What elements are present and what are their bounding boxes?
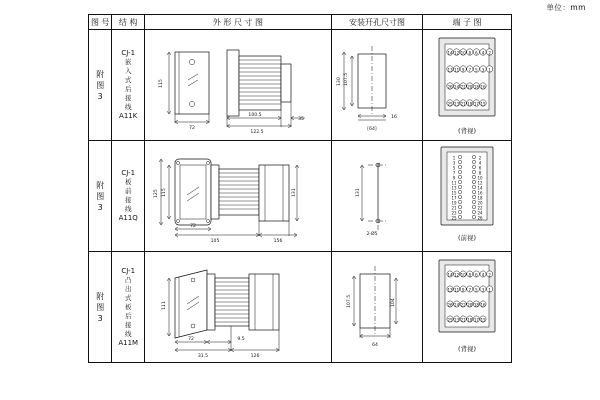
terminal-pin bbox=[458, 215, 461, 218]
svg-text:107.5: 107.5 bbox=[343, 72, 349, 86]
svg-text:2-Ø5: 2-Ø5 bbox=[366, 232, 378, 237]
cell-hole-3 bbox=[331, 252, 422, 363]
terminal-pin-label: 23 bbox=[451, 210, 457, 216]
terminal-pin bbox=[472, 165, 475, 168]
terminal-pin-label: 16 bbox=[480, 84, 486, 90]
terminal-pin-label: 9 bbox=[461, 67, 465, 73]
svg-text:35: 35 bbox=[298, 117, 304, 122]
terminal-pin-label: 3 bbox=[481, 67, 485, 73]
cell-outline-2 bbox=[144, 141, 331, 252]
terminal-pin bbox=[458, 175, 461, 178]
terminal-pin bbox=[472, 200, 475, 203]
structure-desc-char: 出 bbox=[124, 284, 132, 293]
svg-text:126: 126 bbox=[250, 354, 260, 359]
terminal-pin bbox=[472, 210, 475, 213]
svg-text:72: 72 bbox=[189, 126, 195, 131]
terminal-pin bbox=[472, 185, 475, 188]
svg-text:115: 115 bbox=[161, 188, 167, 197]
cell-drawing-no-3 bbox=[89, 252, 112, 363]
table-header-row bbox=[89, 15, 512, 30]
structure-desc-char: 凸 bbox=[124, 275, 132, 284]
terminal-caption: (背视) bbox=[457, 127, 477, 135]
cell-terminal-3 bbox=[422, 252, 511, 363]
table-row bbox=[89, 30, 512, 141]
terminal-pin-label: 21 bbox=[460, 317, 466, 323]
terminal-pin-label: 10 bbox=[460, 272, 466, 278]
unit-note: 单位：mm bbox=[546, 3, 586, 12]
structure-desc-char: 式 bbox=[124, 293, 132, 302]
terminal-pin-label: 8 bbox=[468, 50, 472, 56]
structure-desc-char: 接 bbox=[124, 94, 132, 102]
terminal-pin bbox=[458, 185, 461, 188]
terminal-pin-label: 17 bbox=[451, 195, 457, 201]
drawing-no-char: 图 bbox=[96, 191, 105, 201]
terminal-pin bbox=[458, 200, 461, 203]
terminal-pin-label: 4 bbox=[478, 160, 482, 166]
svg-text:115: 115 bbox=[158, 79, 164, 88]
terminal-drawing-1 bbox=[423, 30, 511, 126]
cell-outline-3 bbox=[144, 252, 331, 363]
terminal-pin-label: 13 bbox=[451, 185, 457, 191]
terminal-pin-label: 7 bbox=[452, 170, 456, 176]
terminal-pin-label: 5 bbox=[452, 165, 456, 171]
terminal-pin-label: 25 bbox=[451, 215, 457, 221]
terminal-drawing-3 bbox=[423, 252, 511, 344]
terminal-pin-label: 19 bbox=[467, 317, 473, 323]
header-drawing-no: 图 号 bbox=[89, 15, 112, 30]
terminal-pin-label: 26 bbox=[447, 84, 453, 90]
drawing-no-char: 3 bbox=[97, 91, 103, 101]
svg-text:105: 105 bbox=[210, 239, 220, 244]
terminal-pin-label: 24 bbox=[454, 302, 460, 308]
structure-model: A11K bbox=[119, 112, 138, 120]
terminal-pin-label: 6 bbox=[478, 165, 482, 171]
drawing-no-char: 附 bbox=[96, 291, 105, 301]
terminal-pin-label: 23 bbox=[454, 101, 460, 107]
terminal-pin-label: 1 bbox=[452, 155, 456, 161]
terminal-pin-label: 18 bbox=[477, 195, 483, 201]
svg-text:104: 104 bbox=[390, 298, 396, 307]
terminal-pin-label: 9 bbox=[461, 287, 465, 293]
terminal-pin-label: 13 bbox=[447, 287, 453, 293]
cell-terminal-2 bbox=[422, 141, 511, 252]
terminal-pin-label: 22 bbox=[460, 302, 466, 308]
terminal-pin-label: 5 bbox=[475, 287, 478, 293]
svg-text:9.5: 9.5 bbox=[237, 337, 245, 342]
cell-hole-2 bbox=[331, 141, 422, 252]
structure-model: A11Q bbox=[118, 214, 138, 222]
terminal-pin-label: 20 bbox=[467, 302, 473, 308]
cell-terminal-1 bbox=[422, 30, 511, 141]
table-row bbox=[89, 252, 512, 363]
terminal-pin-label: 7 bbox=[468, 67, 472, 73]
structure-code: CJ-1 bbox=[121, 169, 136, 177]
terminal-caption: (前视) bbox=[457, 234, 477, 242]
outline-drawing-3 bbox=[145, 252, 331, 362]
hole-drawing-3 bbox=[332, 252, 422, 362]
terminal-pin-label: 24 bbox=[454, 84, 460, 90]
terminal-pin-label: 21 bbox=[460, 101, 466, 107]
terminal-pin-label: 20 bbox=[467, 84, 473, 90]
structure-model: A11M bbox=[118, 338, 139, 347]
terminal-pin-label: 10 bbox=[477, 175, 483, 181]
terminal-pin-label: 14 bbox=[477, 185, 483, 191]
terminal-pin bbox=[472, 190, 475, 193]
svg-text:31.5: 31.5 bbox=[197, 354, 209, 359]
terminal-pin bbox=[458, 160, 461, 163]
terminal-pin-label: 4 bbox=[481, 50, 485, 56]
structure-desc-char: 前 bbox=[124, 187, 132, 195]
terminal-pin-label: 21 bbox=[451, 205, 457, 211]
terminal-pin-label: 15 bbox=[451, 190, 457, 196]
drawing-no-char: 图 bbox=[96, 302, 105, 312]
terminal-pin-label: 12 bbox=[454, 272, 460, 278]
terminal-pin-label: 20 bbox=[477, 200, 483, 206]
svg-text:107.5: 107.5 bbox=[346, 294, 352, 308]
svg-text:130: 130 bbox=[336, 77, 342, 86]
terminal-pin-label: 19 bbox=[467, 101, 473, 107]
structure-desc-char: 板 bbox=[124, 178, 132, 186]
terminal-pin bbox=[472, 175, 475, 178]
svg-text:156: 156 bbox=[273, 239, 283, 244]
terminal-pin bbox=[458, 205, 461, 208]
terminal-pin bbox=[472, 155, 475, 158]
outline-drawing-2 bbox=[145, 141, 331, 251]
outline-drawing-1 bbox=[145, 30, 331, 140]
terminal-pin-label: 22 bbox=[460, 84, 466, 90]
terminal-pin-label: 4 bbox=[481, 272, 485, 278]
terminal-pin-label: 1 bbox=[488, 287, 491, 293]
terminal-pin-label: 26 bbox=[447, 302, 453, 308]
terminal-pin-label: 17 bbox=[473, 317, 479, 323]
terminal-pin bbox=[458, 210, 461, 213]
terminal-pin-label: 14 bbox=[447, 272, 453, 278]
terminal-pin-label: 25 bbox=[447, 101, 453, 107]
structure-desc-char: 后 bbox=[124, 311, 132, 320]
svg-text:122.5: 122.5 bbox=[250, 130, 264, 135]
cell-drawing-no-1 bbox=[89, 30, 112, 141]
terminal-pin-label: 10 bbox=[460, 50, 466, 56]
terminal-caption: (背视) bbox=[457, 345, 477, 353]
terminal-pin-label: 5 bbox=[475, 67, 478, 73]
svg-text:111: 111 bbox=[161, 301, 167, 310]
terminal-pin bbox=[458, 170, 461, 173]
hole-drawing-1 bbox=[332, 30, 422, 140]
terminal-pin-label: 11 bbox=[454, 287, 460, 293]
terminal-pin-label: 18 bbox=[473, 302, 479, 308]
specification-table bbox=[88, 14, 512, 363]
cell-structure-1 bbox=[112, 30, 145, 141]
svg-text:16: 16 bbox=[391, 115, 397, 120]
drawing-no-char: 附 bbox=[96, 69, 105, 79]
terminal-pin bbox=[472, 215, 475, 218]
drawing-no-char: 3 bbox=[97, 202, 103, 212]
svg-text:100.5: 100.5 bbox=[248, 113, 262, 118]
cell-structure-3 bbox=[112, 252, 145, 363]
drawing-no-char: 图 bbox=[96, 80, 105, 90]
cell-hole-1 bbox=[331, 30, 422, 141]
terminal-pin-label: 11 bbox=[451, 180, 457, 186]
structure-desc-char: 式 bbox=[124, 76, 132, 84]
svg-text:72: 72 bbox=[188, 337, 194, 342]
terminal-pin-label: 19 bbox=[451, 200, 457, 206]
terminal-pin bbox=[458, 155, 461, 158]
terminal-pin-label: 25 bbox=[447, 317, 453, 323]
terminal-pin-label: 22 bbox=[477, 205, 483, 211]
terminal-pin-label: 1 bbox=[488, 67, 491, 73]
structure-desc-char: 嵌 bbox=[124, 58, 132, 66]
structure-desc-char: 入 bbox=[124, 67, 132, 75]
terminal-pin-label: 23 bbox=[454, 317, 460, 323]
structure-desc-char: 线 bbox=[124, 329, 132, 338]
table-row bbox=[89, 141, 512, 252]
terminal-drawing-2 bbox=[423, 141, 511, 233]
terminal-pin-label: 8 bbox=[478, 170, 482, 176]
terminal-pin-label: 12 bbox=[454, 50, 460, 56]
structure-desc-char: 接 bbox=[124, 320, 132, 329]
drawing-no-char: 3 bbox=[97, 313, 103, 323]
terminal-pin bbox=[472, 205, 475, 208]
terminal-pin bbox=[472, 195, 475, 198]
terminal-pin-label: 12 bbox=[477, 180, 483, 186]
terminal-pin-label: 11 bbox=[454, 67, 460, 73]
terminal-pin bbox=[472, 180, 475, 183]
terminal-pin-label: 14 bbox=[447, 50, 453, 56]
terminal-pin-label: 8 bbox=[468, 272, 472, 278]
terminal-pin-label: 7 bbox=[468, 287, 472, 293]
terminal-pin-label: 9 bbox=[452, 175, 456, 181]
terminal-pin-label: 2 bbox=[478, 155, 482, 161]
hole-drawing-2 bbox=[332, 141, 422, 251]
terminal-pin-label: 18 bbox=[473, 84, 479, 90]
header-mounting-holes: 安装开孔尺寸图 bbox=[331, 15, 422, 30]
structure-desc-char: 板 bbox=[124, 302, 132, 311]
terminal-pin bbox=[458, 195, 461, 198]
svg-text:131: 131 bbox=[291, 188, 297, 197]
cell-drawing-no-2 bbox=[89, 141, 112, 252]
terminal-pin-label: 2 bbox=[488, 50, 491, 56]
terminal-pin-label: 6 bbox=[475, 272, 478, 278]
header-structure: 结 构 bbox=[112, 15, 145, 30]
terminal-pin-label: 3 bbox=[452, 160, 456, 166]
drawing-no-char: 附 bbox=[96, 180, 105, 190]
terminal-pin bbox=[458, 165, 461, 168]
structure-desc-char: 线 bbox=[124, 103, 132, 111]
structure-code: CJ-1 bbox=[121, 266, 136, 275]
header-terminal-diagram: 端 子 图 bbox=[422, 15, 511, 30]
structure-desc-char: 后 bbox=[124, 85, 132, 93]
svg-text:72: 72 bbox=[190, 224, 196, 229]
terminal-pin-label: 3 bbox=[481, 287, 485, 293]
cell-structure-2 bbox=[112, 141, 145, 252]
terminal-pin-label: 15 bbox=[480, 317, 486, 323]
terminal-pin-label: 6 bbox=[475, 50, 478, 56]
terminal-pin-label: 26 bbox=[477, 215, 483, 221]
structure-code: CJ-1 bbox=[121, 49, 136, 57]
terminal-pin bbox=[458, 190, 461, 193]
terminal-pin-label: 17 bbox=[473, 101, 479, 107]
terminal-pin-label: 16 bbox=[480, 302, 486, 308]
cell-outline-1 bbox=[144, 30, 331, 141]
terminal-pin bbox=[458, 180, 461, 183]
terminal-pin-label: 13 bbox=[447, 67, 453, 73]
terminal-pin-label: 2 bbox=[488, 272, 491, 278]
structure-desc-char: 线 bbox=[124, 205, 132, 213]
header-outline-dimensions: 外 形 尺 寸 图 bbox=[144, 15, 331, 30]
structure-desc-char: 接 bbox=[124, 196, 132, 204]
terminal-pin bbox=[472, 160, 475, 163]
terminal-pin-label: 15 bbox=[480, 101, 486, 107]
terminal-pin bbox=[472, 170, 475, 173]
terminal-pin-label: 24 bbox=[477, 210, 483, 216]
svg-text:[64]: [64] bbox=[367, 127, 377, 132]
terminal-pin-label: 16 bbox=[477, 190, 483, 196]
svg-text:125: 125 bbox=[153, 189, 159, 198]
svg-text:131: 131 bbox=[355, 188, 361, 197]
svg-text:64: 64 bbox=[372, 343, 378, 348]
